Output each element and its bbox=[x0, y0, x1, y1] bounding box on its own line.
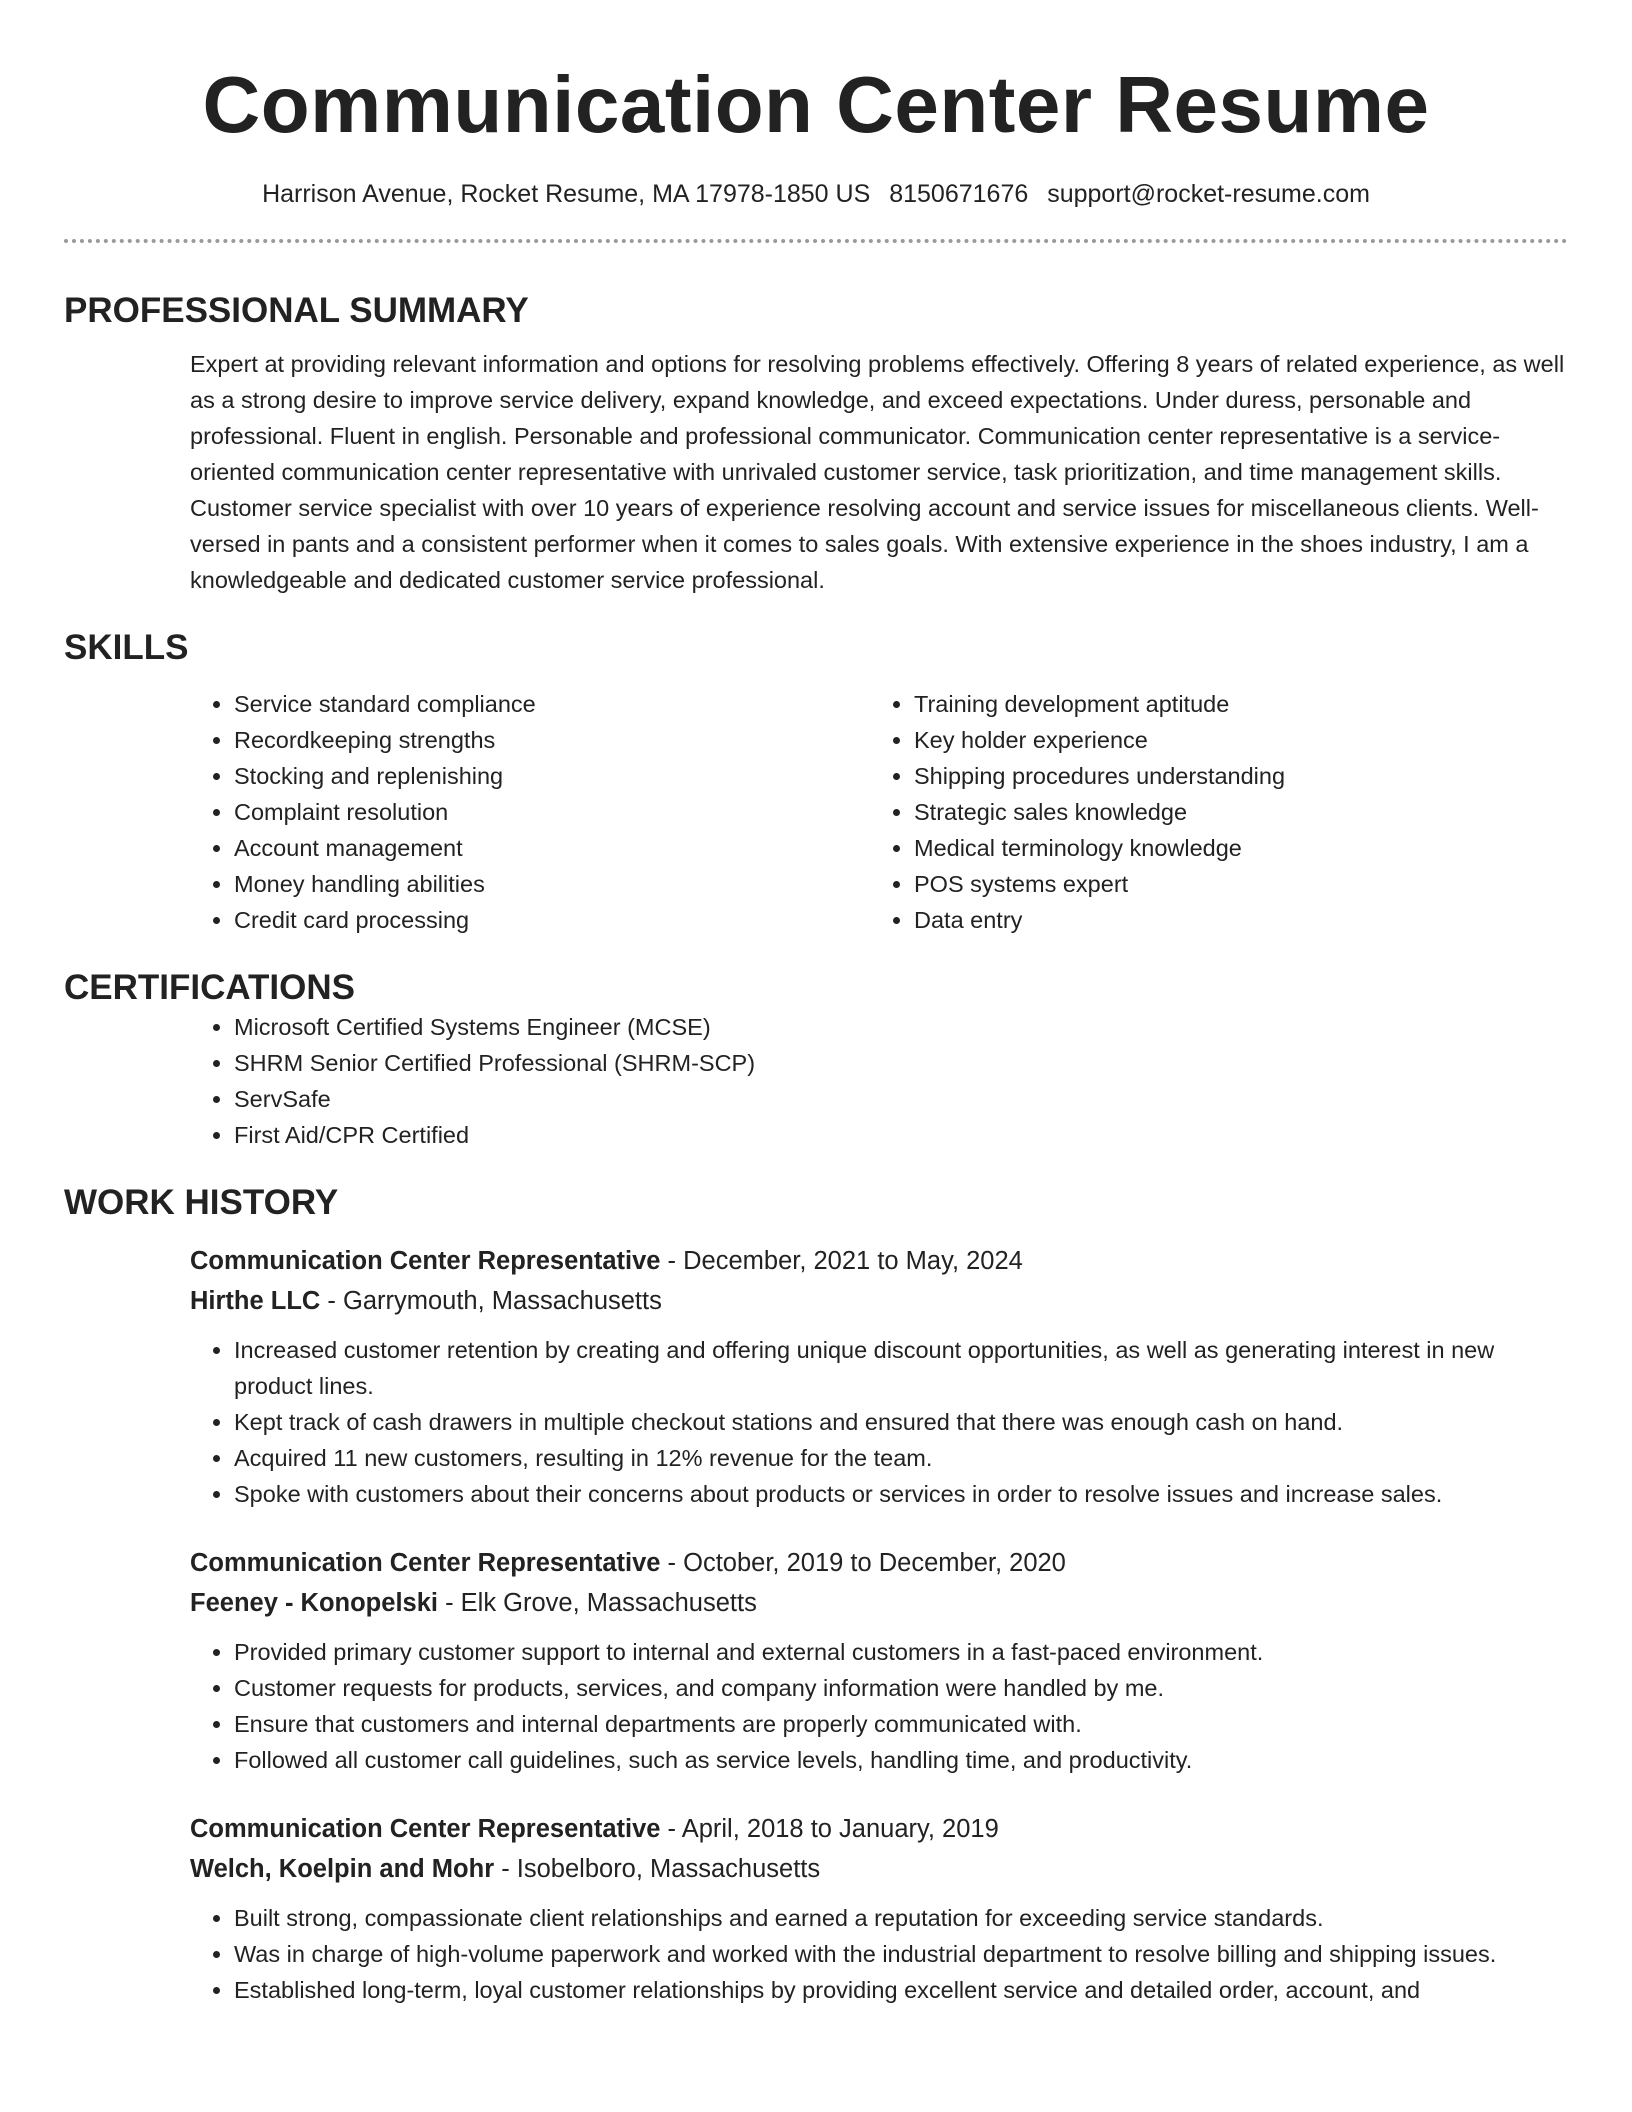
skill-item: • POS systems expert bbox=[914, 866, 1568, 902]
skill-item: • Key holder experience bbox=[914, 722, 1568, 758]
job-bullets bbox=[190, 1900, 1568, 2008]
skill-item: • Complaint resolution bbox=[234, 794, 870, 830]
job-dates: - April, 2018 to January, 2019 bbox=[660, 1815, 999, 1843]
job-title: Communication Center Representative bbox=[190, 1549, 661, 1577]
job-company-line bbox=[190, 1281, 1568, 1321]
skill-item: • Credit card processing bbox=[234, 902, 870, 938]
job-dates: - October, 2019 to December, 2020 bbox=[660, 1549, 1066, 1577]
certification-item: • ServSafe bbox=[234, 1081, 1568, 1117]
job-bullet: • Kept track of cash drawers in multiple checkout stations and ensured that there was enough cash on hand. bbox=[234, 1404, 1568, 1440]
job-bullet: • Spoke with customers about their concerns about products or services in order to resolve issues and increase sales. bbox=[234, 1476, 1568, 1512]
job-dates: - December, 2021 to May, 2024 bbox=[660, 1247, 1023, 1275]
job-title-line bbox=[190, 1241, 1568, 1281]
contact-address: Harrison Avenue, Rocket Resume, MA 17978-1850 US bbox=[262, 180, 871, 208]
job-bullet: • Ensure that customers and internal departments are properly communicated with. bbox=[234, 1706, 1568, 1742]
skill-item: • Medical terminology knowledge bbox=[914, 830, 1568, 866]
skill-item: • Stocking and replenishing bbox=[234, 758, 870, 794]
skills-heading: SKILLS bbox=[64, 628, 189, 667]
skill-item: • Shipping procedures understanding bbox=[914, 758, 1568, 794]
job-entry bbox=[190, 1543, 1568, 1778]
job-company: Hirthe LLC bbox=[190, 1287, 321, 1315]
job-company-line bbox=[190, 1583, 1568, 1623]
job-bullets bbox=[190, 1634, 1568, 1778]
job-title: Communication Center Representative bbox=[190, 1247, 661, 1275]
contact-phone[interactable]: 8150671676 bbox=[889, 180, 1029, 208]
job-bullet: • Built strong, compassionate client relationships and earned a reputation for exceeding service standards. bbox=[234, 1900, 1568, 1936]
skill-item: • Recordkeeping strengths bbox=[234, 722, 870, 758]
contact-line bbox=[64, 177, 1568, 211]
skill-item: • Service standard compliance bbox=[234, 686, 870, 722]
job-location: - Garrymouth, Massachusetts bbox=[320, 1287, 662, 1315]
skill-item: • Data entry bbox=[914, 902, 1568, 938]
job-bullet: • Established long-term, loyal customer relationships by providing excellent service and detailed order, account, and bbox=[234, 1972, 1568, 2008]
work-history-section bbox=[64, 1241, 1568, 2008]
resume-title: Communication Center Resume bbox=[202, 60, 1430, 149]
job-title-line bbox=[190, 1543, 1568, 1583]
job-bullet: • Followed all customer call guidelines, such as service levels, handling time, and productivity. bbox=[234, 1742, 1568, 1778]
certification-item: • Microsoft Certified Systems Engineer (MCSE) bbox=[234, 1009, 1568, 1045]
job-bullet: • Acquired 11 new customers, resulting in 12% revenue for the team. bbox=[234, 1440, 1568, 1476]
resume-page bbox=[64, 0, 1568, 2008]
skills-grid bbox=[190, 686, 1568, 938]
job-company: Feeney - Konopelski bbox=[190, 1589, 438, 1617]
skill-item: • Account management bbox=[234, 830, 870, 866]
certifications-list bbox=[190, 1009, 1568, 1153]
job-title-line bbox=[190, 1809, 1568, 1849]
skills-section bbox=[64, 686, 1568, 938]
header-divider bbox=[64, 239, 1568, 243]
job-company: Welch, Koelpin and Mohr bbox=[190, 1855, 495, 1883]
contact-email[interactable]: support@rocket-resume.com bbox=[1047, 180, 1370, 208]
summary-heading: PROFESSIONAL SUMMARY bbox=[64, 291, 529, 330]
job-bullets bbox=[190, 1332, 1568, 1512]
skills-list-right bbox=[870, 686, 1568, 938]
certifications-section bbox=[64, 1009, 1568, 1153]
job-entry bbox=[190, 1241, 1568, 1512]
job-bullet: • Was in charge of high-volume paperwork and worked with the industrial department to resolve billing and shipping issues. bbox=[234, 1936, 1568, 1972]
work-history-heading: WORK HISTORY bbox=[64, 1183, 339, 1222]
job-bullet: • Increased customer retention by creating and offering unique discount opportunities, as well as generating interest in new product lines. bbox=[234, 1332, 1568, 1404]
certifications-heading: CERTIFICATIONS bbox=[64, 968, 356, 1007]
job-location: - Isobelboro, Massachusetts bbox=[494, 1855, 821, 1883]
job-company-line bbox=[190, 1849, 1568, 1889]
certification-item: • SHRM Senior Certified Professional (SHRM-SCP) bbox=[234, 1045, 1568, 1081]
job-entry bbox=[190, 1809, 1568, 2008]
summary-text: Expert at providing relevant information and options for resolving problems effectively. Offering 8 years of related experience, as well as a strong desire to improve service delivery, expand knowledge, and exceed expectations. Under duress, personable and professional. Fluent in english. Personable and professional communicator. Communication center representative is a service-oriented communication center representative with unrivaled customer service, task prioritization, and time management skills. Customer service specialist with over 10 years of experience resolving account and service issues for miscellaneous clients. Well-versed in pants and a consistent performer when it comes to sales goals. With extensive experience in the shoes industry, I am a knowledgeable and dedicated customer service professional. bbox=[190, 351, 1565, 593]
job-bullet: • Customer requests for products, services, and company information were handled by me. bbox=[234, 1670, 1568, 1706]
skills-list-left bbox=[190, 686, 870, 938]
certification-item: • First Aid/CPR Certified bbox=[234, 1117, 1568, 1153]
summary-section bbox=[64, 346, 1568, 598]
skill-item: • Training development aptitude bbox=[914, 686, 1568, 722]
job-title: Communication Center Representative bbox=[190, 1815, 661, 1843]
job-location: - Elk Grove, Massachusetts bbox=[437, 1589, 757, 1617]
job-bullet: • Provided primary customer support to internal and external customers in a fast-paced environment. bbox=[234, 1634, 1568, 1670]
skill-item: • Money handling abilities bbox=[234, 866, 870, 902]
skill-item: • Strategic sales knowledge bbox=[914, 794, 1568, 830]
